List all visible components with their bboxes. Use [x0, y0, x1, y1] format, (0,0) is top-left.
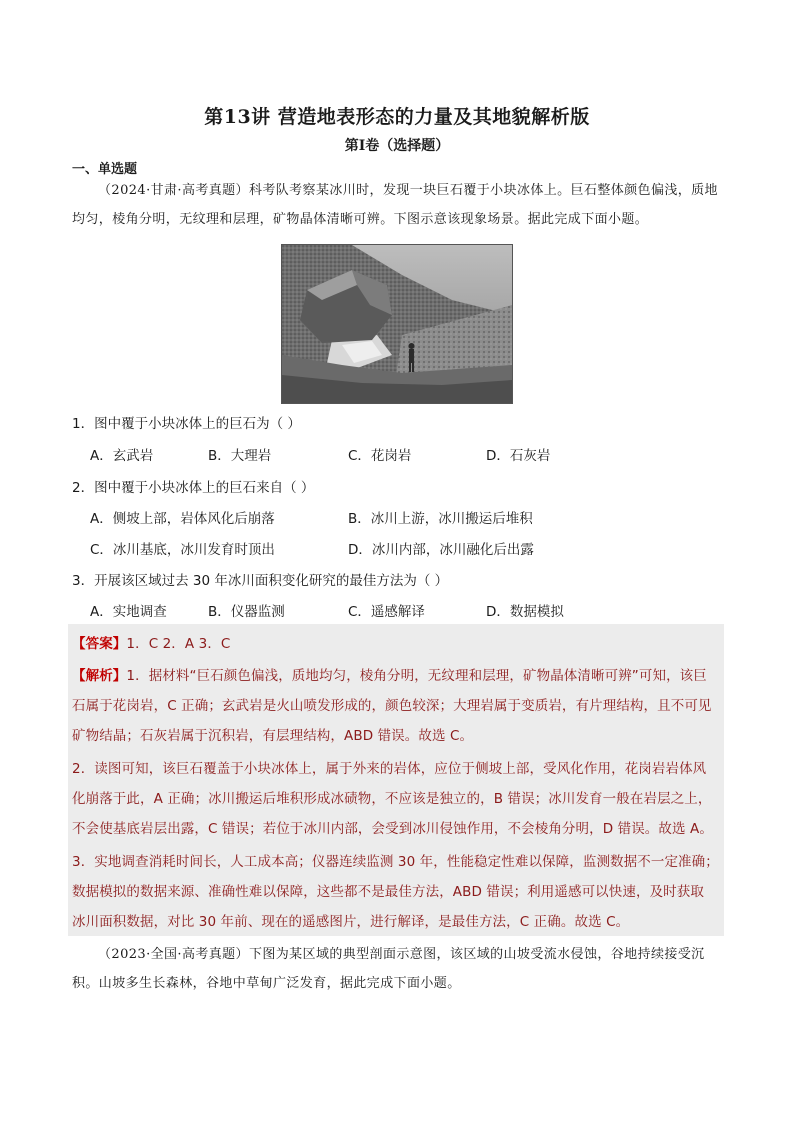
analysis-line: 不会使基底岩层出露，C 错误；若位于冰川内部，会受到冰川侵蚀作用，不会棱角分明，D 错误。故选 A。 — [72, 821, 713, 837]
question-2-option-a: A．侧坡上部，岩体风化后崩落 — [90, 511, 275, 527]
page-title: 第13讲 营造地表形态的力量及其地貌解析版 — [204, 106, 590, 128]
analysis-text: 1．据材料“巨石颜色偏浅，质地均匀，棱角分明，无纹理和层理，矿物晶体清晰可辨”可知，该巨 — [126, 668, 707, 684]
question-2-option-c: C．冰川基底，冰川发育时顶出 — [90, 542, 275, 558]
question-3-option-d: D．数据模拟 — [486, 604, 564, 620]
question-2-option-b: B．冰川上游，冰川搬运后堆积 — [348, 511, 533, 527]
analysis-line: 矿物结晶；石灰岩属于沉积岩，有层理结构，ABD 错误。故选 C。 — [72, 728, 474, 744]
question-2-option-d: D．冰川内部，冰川融化后出露 — [348, 542, 534, 558]
question-1-stem: 1．图中覆于小块冰体上的巨石为（ ） — [72, 416, 301, 432]
answer-tag: 【答案】 — [72, 636, 127, 652]
question-3-option-c: C．遥感解译 — [348, 604, 425, 620]
question-1-option-d: D．石灰岩 — [486, 448, 551, 464]
analysis-line: 数据模拟的数据来源、准确性难以保障，这些都不是最佳方法，ABD 错误；利用遥感可以快速，及时获取 — [72, 884, 704, 900]
section-heading: 一、单选题 — [72, 162, 138, 177]
glacier-boulder-photo — [281, 244, 513, 404]
material-intro-2: （2023·全国·高考真题）下图为某区域的典型剖面示意图，该区域的山坡受流水侵蚀，谷地持续接受沉积。山坡多生长森林，谷地中草甸广泛发育，据此完成下面小题。 — [72, 947, 705, 991]
analysis-line: 2．读图可知，该巨石覆盖于小块冰体上，属于外来的岩体，应位于侧坡上部，受风化作用，花岗岩岩体风 — [72, 761, 707, 777]
question-3-option-b: B．仪器监测 — [208, 604, 285, 620]
analysis-line: 石属于花岗岩，C 正确；玄武岩是火山喷发形成的，颜色较深；大理岩属于变质岩，有片理结构，且不可见 — [72, 698, 712, 714]
material-intro: （2024·甘肃·高考真题）科考队考察某冰川时，发现一块巨石覆于小块冰体上。巨石整体颜色偏浅，质地均匀，棱角分明，无纹理和层理，矿物晶体清晰可辨。下图示意该现象场景。据此完成下面小题。 — [72, 183, 718, 227]
volume-subtitle: 第Ⅰ卷（选择题） — [344, 138, 450, 154]
analysis-line: 冰川面积数据，对比 30 年前、现在的遥感图片，进行解译，是最佳方法，C 正确。故选 C。 — [72, 914, 630, 930]
question-3-option-a: A．实地调查 — [90, 604, 167, 620]
analysis-tag: 【解析】 — [72, 668, 127, 684]
answer-line — [72, 632, 720, 652]
question-1-option-a: A．玄武岩 — [90, 448, 154, 464]
analysis-line: 3．实地调查消耗时间长，人工成本高；仪器连续监测 30 年，性能稳定性难以保障，监测数据不一定准确； — [72, 854, 719, 870]
question-2-stem: 2．图中覆于小块冰体上的巨石来自（ ） — [72, 480, 315, 496]
analysis-line: 化崩落于此，A 正确；冰川搬运后堆积形成冰碛物，不应该是独立的，B 错误；冰川发育一般在岩层之上， — [72, 791, 712, 807]
question-3-stem: 3．开展该区域过去 30 年冰川面积变化研究的最佳方法为（ ） — [72, 573, 449, 589]
question-1-option-c: C．花岗岩 — [348, 448, 412, 464]
analysis-line — [72, 664, 720, 684]
answer-text: 1．C 2．A 3．C — [126, 636, 231, 652]
question-1-option-b: B．大理岩 — [208, 448, 272, 464]
